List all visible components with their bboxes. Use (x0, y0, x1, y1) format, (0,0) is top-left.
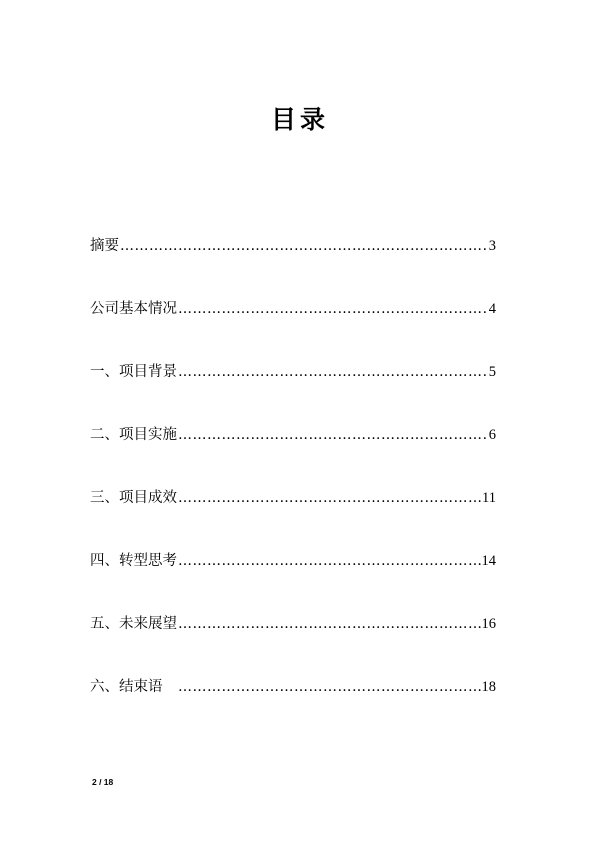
toc-entry-label: 一、项目背景 (90, 364, 177, 380)
toc-leader-dots (178, 417, 488, 453)
toc-leader-dots (178, 354, 488, 390)
toc-entry-label: 三、项目成效 (90, 490, 177, 506)
toc-leader-dots (178, 291, 488, 327)
toc-entry[interactable] (90, 669, 496, 732)
toc-entry[interactable] (90, 291, 496, 354)
toc-entry-page: 4 (488, 301, 496, 317)
toc-entry-page: 18 (481, 679, 496, 695)
toc-entry-label: 六、结束语 (90, 679, 177, 695)
page-title: 目录 (270, 105, 329, 134)
toc-entry[interactable] (90, 417, 496, 480)
toc-entry-label: 公司基本情况 (90, 301, 177, 317)
toc-entry-page: 5 (488, 364, 496, 380)
toc-entry[interactable] (90, 480, 496, 543)
toc-entry-page: 16 (481, 616, 496, 632)
toc-leader-dots (120, 228, 488, 264)
toc-entry-page: 6 (488, 427, 496, 443)
toc-leader-dots (178, 669, 481, 705)
toc-entry-page: 14 (481, 553, 496, 569)
toc-entry[interactable] (90, 606, 496, 669)
toc-entry-label: 五、未来展望 (90, 616, 177, 632)
toc-entry-label: 二、项目实施 (90, 427, 177, 443)
page-number: 2 / 18 (92, 777, 114, 787)
toc-leader-dots (178, 480, 481, 516)
toc-entry-label: 摘要 (90, 238, 119, 254)
toc-entry[interactable] (90, 354, 496, 417)
toc-entry[interactable] (90, 543, 496, 606)
toc-entry[interactable] (90, 228, 496, 291)
toc-entry-page: 3 (488, 238, 496, 254)
table-of-contents (90, 228, 496, 732)
toc-leader-dots (178, 606, 481, 642)
toc-entry-label: 四、转型思考 (90, 553, 177, 569)
toc-entry-page: 11 (482, 490, 496, 506)
toc-leader-dots (178, 543, 481, 579)
